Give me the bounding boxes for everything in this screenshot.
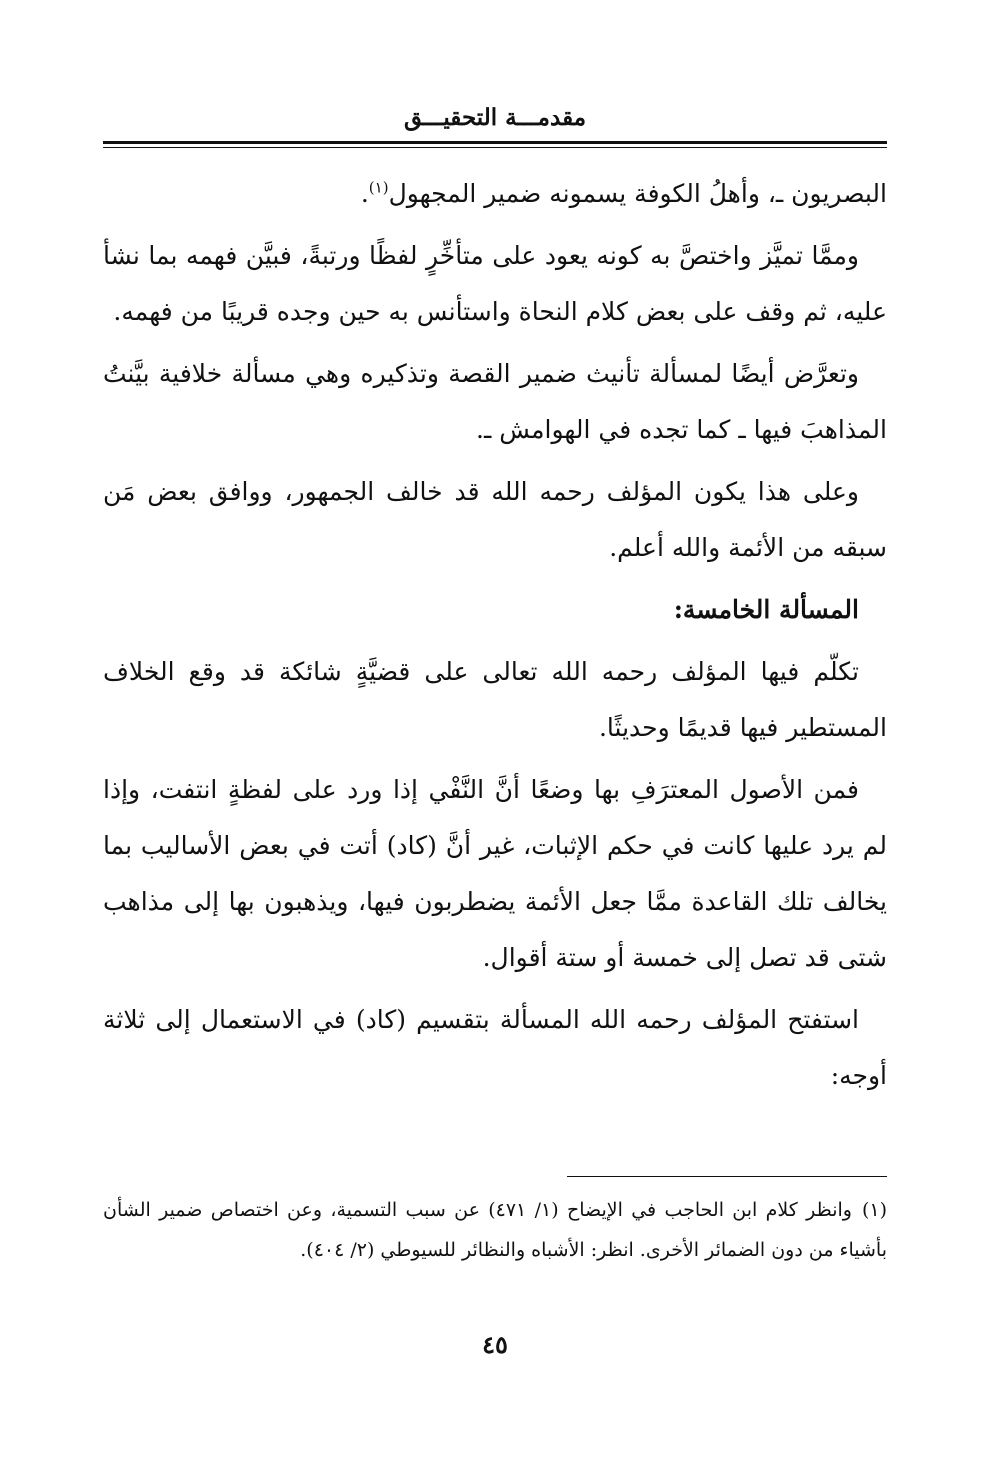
footnote-1-number: (١) <box>861 1199 887 1221</box>
paragraph-1 <box>103 166 887 222</box>
paragraph-2: وممَّا تميَّز واختصَّ به كونه يعود على متأخِّرٍ لفظًا ورتبةً، فبيَّن فهمه بما نشأ عليه، ثم وقف على بعض كلام النحاة واستأنس به حين وجده قريبًا من فهمه. <box>103 241 887 326</box>
running-header-title: مقدمـــة التحقيـــق <box>403 104 587 131</box>
page-number: ٤٥ <box>482 1330 508 1359</box>
header-rule-thick <box>103 141 887 144</box>
section-heading: المسألة الخامسة: <box>673 595 859 624</box>
footnote-separator <box>567 1176 887 1177</box>
paragraph-3: وتعرَّض أيضًا لمسألة تأنيث ضمير القصة وتذكيره وهي مسألة خلافية بيَّنتُ المذاهبَ فيها ـ كما تجده في الهوامش ـ. <box>103 359 887 444</box>
main-text <box>103 166 887 1110</box>
paragraph-1-end: . <box>360 179 369 208</box>
footnote-ref-1: (١) <box>368 178 389 197</box>
paragraph-4: وعلى هذا يكون المؤلف رحمه الله قد خالف الجمهور، ووافق بعض مَن سبقه من الأئمة والله أعلم. <box>103 477 887 562</box>
footnote-1 <box>103 1190 887 1270</box>
footnotes <box>103 1190 887 1270</box>
paragraph-6: فمن الأصول المعترَفِ بها وضعًا أنَّ النَّفْي إذا ورد على لفظةٍ انتفت، وإذا لم يرد عليها كانت في حكم الإثبات، غير أنَّ (كاد) أتت في بعض الأساليب بما يخالف تلك القاعدة ممَّا جعل الأئمة يضطربون فيها، ويذهبون بها إلى مذاهب شتى قد تصل إلى خمسة أو ستة أقوال. <box>103 775 887 972</box>
header-rule-thin <box>103 147 887 148</box>
paragraph-1-text: البصريون ـ، وأهلُ الكوفة يسمونه ضمير المجهول <box>388 179 887 208</box>
paragraph-5: تكلّم فيها المؤلف رحمه الله تعالى على قضيَّةٍ شائكة قد وقع الخلاف المستطير فيها قديمًا وحديثًا. <box>103 657 887 742</box>
paragraph-7: استفتح المؤلف رحمه الله المسألة بتقسيم (كاد) في الاستعمال إلى ثلاثة أوجه: <box>103 1005 887 1090</box>
footnote-1-text: وانظر كلام ابن الحاجب في الإيضاح (١/ ٤٧١) عن سبب التسمية، وعن اختصاص ضمير الشأن بأشياء من دون الضمائر الأخرى. انظر: الأشباه والنظائر للسيوطي (٢/ ٤٠٤). <box>103 1199 887 1261</box>
